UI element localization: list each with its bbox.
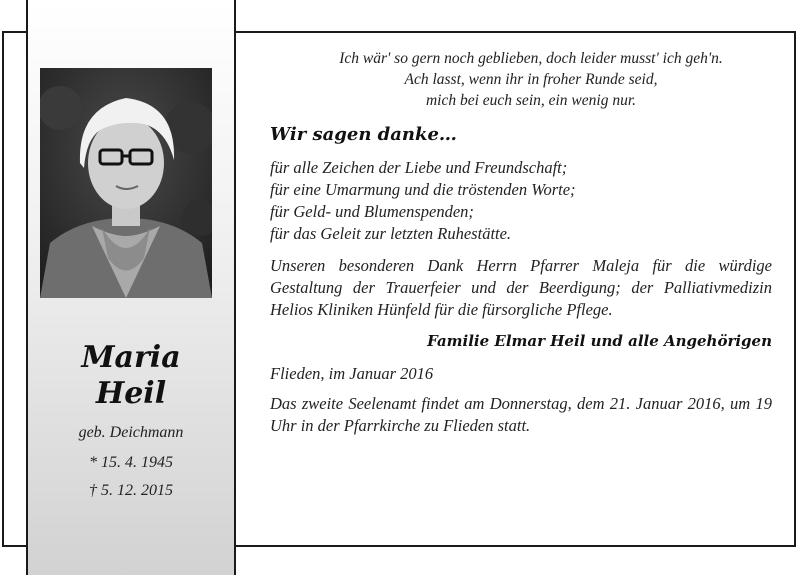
notice-content (270, 48, 772, 437)
portrait-photo (40, 68, 212, 298)
maiden-name: geb. Deichmann (78, 424, 184, 441)
poem (290, 48, 772, 111)
birth-date: * 15. 4. 1945 (89, 454, 173, 471)
death-date: † 5. 12. 2015 (89, 482, 173, 499)
thanks-heading: Wir sagen danke… (270, 124, 457, 145)
poem-line: Ach lasst, wenn ihr in froher Runde seid, (404, 71, 658, 88)
thanks-list (270, 157, 772, 245)
thanks-item: für Geld- und Blumenspenden; (270, 202, 474, 221)
thanks-item: für alle Zeichen der Liebe und Freundschaft; (270, 158, 568, 177)
side-panel (26, 0, 236, 575)
deceased-last-name: Heil (95, 376, 167, 411)
poem-line: mich bei euch sein, ein wenig nur. (425, 92, 637, 109)
thanks-item: für eine Umarmung und die tröstenden Worte; (270, 180, 576, 199)
portrait-image (40, 68, 212, 298)
poem-line: Ich wär' so gern noch geblieben, doch leider musst' ich geh'n. (339, 50, 723, 67)
place-date: Flieden, im Januar 2016 (270, 364, 434, 383)
special-thanks: Unseren besonderen Dank Herrn Pfarrer Maleja für die würdige Gestaltung der Trauerfeier und der Beerdigung; der Palliativmedizin Helios Kliniken Hünfeld für die fürsorgliche Pflege. (270, 256, 772, 319)
thanks-item: für das Geleit zur letzten Ruhestätte. (270, 224, 512, 243)
memorial-mass-note: Das zweite Seelenamt findet am Donnerstag, dem 21. Januar 2016, um 19 Uhr in der Pfarrkirche zu Flieden statt. (270, 394, 772, 435)
family-signature: Familie Elmar Heil und alle Angehörigen (427, 332, 772, 350)
deceased-first-name: Maria (81, 340, 181, 375)
